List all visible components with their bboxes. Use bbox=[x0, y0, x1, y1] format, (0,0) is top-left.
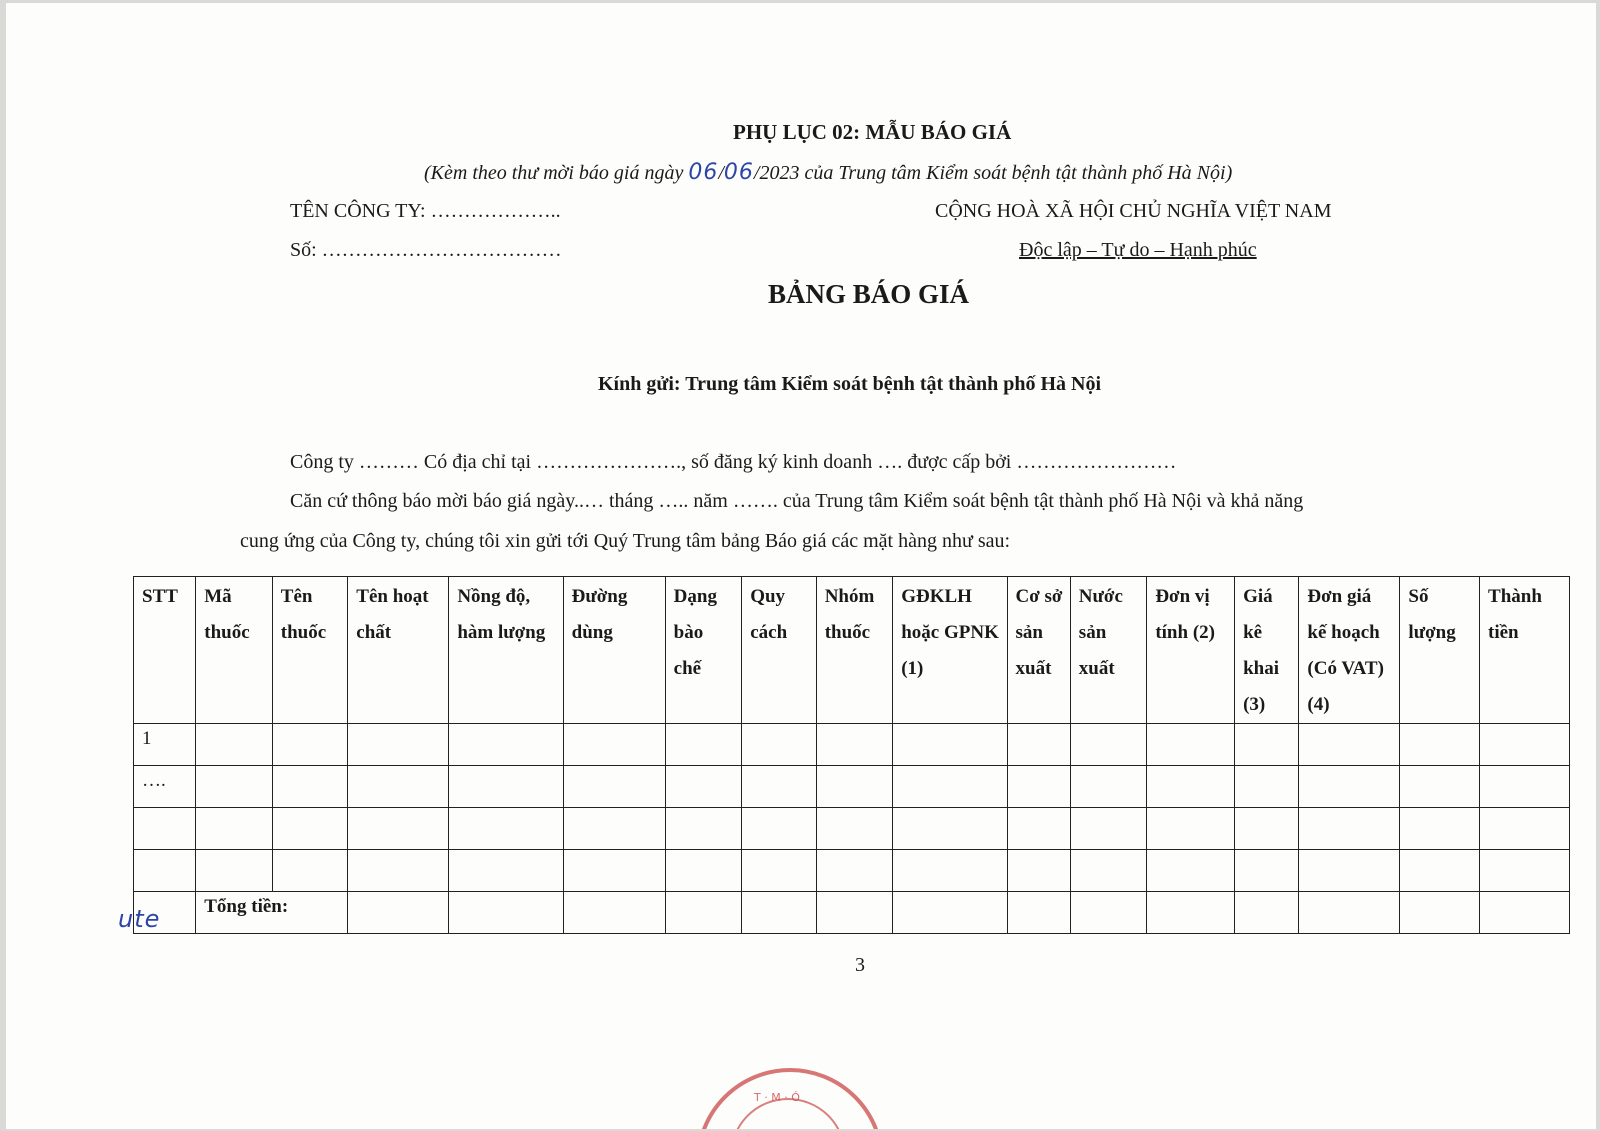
column-header: Tên thuốc bbox=[272, 577, 348, 724]
column-header: GĐKLH hoặc GPNK (1) bbox=[893, 577, 1007, 724]
attachment-note bbox=[424, 160, 1232, 185]
stamp-partial-text: T · M · Ó bbox=[754, 1091, 800, 1104]
column-header: Thành tiền bbox=[1480, 577, 1570, 724]
document-page bbox=[6, 3, 1596, 1129]
column-header: Mã thuốc bbox=[196, 577, 273, 724]
column-header: STT bbox=[134, 577, 196, 724]
stt-cell: …. bbox=[134, 766, 196, 808]
stt-cell: 1 bbox=[134, 724, 196, 766]
body-line-1: Công ty ……… Có địa chỉ tại …………………., số đăng ký kinh doanh …. được cấp bởi …………………… bbox=[290, 451, 1177, 473]
total-label: Tổng tiền: bbox=[196, 892, 348, 934]
column-header: Đơn giá kế hoạch (Có VAT)(4) bbox=[1299, 577, 1400, 724]
column-header: Tên hoạt chất bbox=[348, 577, 449, 724]
column-header: Giá kê khai (3) bbox=[1235, 577, 1299, 724]
document-title: BẢNG BÁO GIÁ bbox=[768, 279, 970, 309]
stt-cell bbox=[134, 808, 196, 850]
total-row bbox=[134, 892, 1570, 934]
attachment-suffix: /2023 của Trung tâm Kiểm soát bệnh tật thành phố Hà Nội) bbox=[753, 162, 1233, 184]
date-separator: / bbox=[718, 162, 724, 184]
column-header: Nồng độ, hàm lượng bbox=[449, 577, 563, 724]
handwritten-day: 06 bbox=[688, 160, 719, 185]
column-header: Cơ sở sản xuất bbox=[1007, 577, 1070, 724]
column-header: Nước sản xuất bbox=[1070, 577, 1147, 724]
table-row bbox=[134, 850, 1570, 892]
column-header: Dạng bào chế bbox=[665, 577, 742, 724]
national-motto: Độc lập – Tự do – Hạnh phúc bbox=[1019, 239, 1257, 261]
table-header-row bbox=[134, 577, 1570, 724]
body-line-2: Căn cứ thông báo mời báo giá ngày..… tháng ….. năm ……. của Trung tâm Kiểm soát bệnh tật thành phố Hà Nội và khả năng bbox=[290, 490, 1304, 512]
handwritten-initials: ute bbox=[118, 905, 161, 933]
table-body bbox=[134, 724, 1570, 934]
document-number-field: Số: ……………………………… bbox=[290, 239, 562, 261]
recipient-line: Kính gửi: Trung tâm Kiểm soát bệnh tật thành phố Hà Nội bbox=[598, 373, 1102, 395]
attachment-prefix: (Kèm theo thư mời báo giá ngày bbox=[424, 162, 689, 184]
column-header: Đơn vị tính (2) bbox=[1147, 577, 1235, 724]
column-header: Đường dùng bbox=[563, 577, 665, 724]
column-header: Nhóm thuốc bbox=[816, 577, 893, 724]
company-name-field: TÊN CÔNG TY: ……………….. bbox=[290, 200, 561, 222]
appendix-title: PHỤ LỤC 02: MẪU BÁO GIÁ bbox=[733, 120, 1012, 144]
table-row bbox=[134, 808, 1570, 850]
stt-cell bbox=[134, 850, 196, 892]
quotation-table bbox=[133, 576, 1570, 934]
page-number: 3 bbox=[855, 954, 865, 976]
table-row bbox=[134, 724, 1570, 766]
country-name: CỘNG HOÀ XÃ HỘI CHỦ NGHĨA VIỆT NAM bbox=[935, 200, 1332, 222]
column-header: Số lượng bbox=[1400, 577, 1480, 724]
body-line-3: cung ứng của Công ty, chúng tôi xin gửi tới Quý Trung tâm bảng Báo giá các mặt hàng như sau: bbox=[240, 530, 1011, 552]
table-row bbox=[134, 766, 1570, 808]
column-header: Quy cách bbox=[742, 577, 817, 724]
handwritten-month: 06 bbox=[723, 160, 754, 185]
